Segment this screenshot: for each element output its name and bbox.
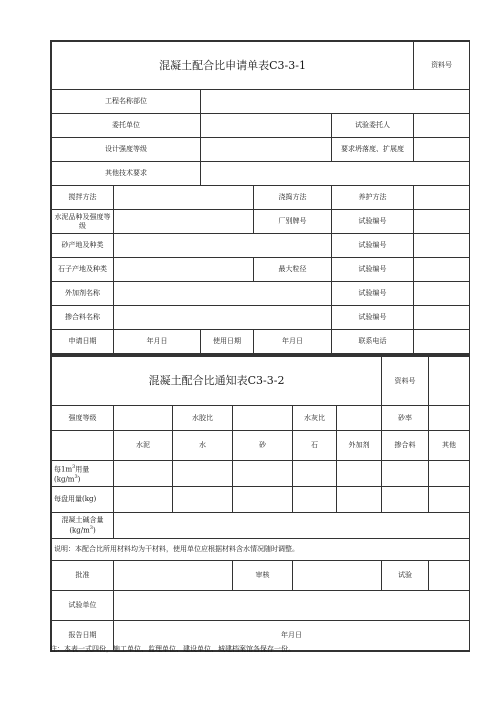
phone-value[interactable] bbox=[414, 330, 470, 354]
review-label: 审核 bbox=[233, 561, 293, 591]
mix-application-form bbox=[50, 40, 470, 355]
curing-value[interactable] bbox=[414, 186, 470, 210]
sand-value[interactable] bbox=[114, 234, 332, 258]
strength-value[interactable] bbox=[201, 138, 332, 162]
sand-ratio-value[interactable] bbox=[429, 406, 470, 431]
test-no-label: 试验编号 bbox=[332, 210, 414, 234]
factory-label: 厂别牌号 bbox=[254, 210, 332, 234]
col-cement: 水泥 bbox=[114, 431, 173, 461]
approve-value[interactable] bbox=[114, 561, 233, 591]
wc-ratio-value[interactable] bbox=[337, 406, 382, 431]
test-client-value[interactable] bbox=[414, 114, 470, 138]
col-water: 水 bbox=[173, 431, 233, 461]
test-no-value[interactable] bbox=[414, 234, 470, 258]
sand-ratio-label: 砂率 bbox=[382, 406, 429, 431]
test-unit-value[interactable] bbox=[114, 591, 470, 621]
use-date-label: 使用日期 bbox=[201, 330, 254, 354]
cell[interactable] bbox=[337, 487, 382, 513]
test-no-label: 试验编号 bbox=[332, 258, 414, 282]
client-value[interactable] bbox=[201, 114, 332, 138]
apply-date-label: 申请日期 bbox=[52, 330, 114, 354]
cell[interactable] bbox=[337, 461, 382, 487]
stone-label: 石子产地及种类 bbox=[52, 258, 114, 282]
test-unit-label: 试验单位 bbox=[52, 591, 114, 621]
footnote: 注：本表一式四份，施工单位、监理单位、建设单位、城建档案馆各保存一份。 bbox=[50, 645, 295, 653]
test-no-value[interactable] bbox=[414, 282, 470, 306]
stone-value[interactable] bbox=[114, 258, 254, 282]
slump-label: 要求坍落度、扩展度 bbox=[332, 138, 414, 162]
test-no-value[interactable] bbox=[414, 306, 470, 330]
mix-method-label: 搅拌方法 bbox=[52, 186, 114, 210]
col-addition: 掺合料 bbox=[382, 431, 429, 461]
cell[interactable] bbox=[173, 487, 233, 513]
project-label: 工程名称部位 bbox=[52, 90, 201, 114]
max-size-label: 最大粒径 bbox=[254, 258, 332, 282]
cell[interactable] bbox=[293, 487, 337, 513]
sand-label: 砂产地及种类 bbox=[52, 234, 114, 258]
addition-value[interactable] bbox=[114, 306, 332, 330]
cell[interactable] bbox=[382, 461, 429, 487]
batch-usage-label: 每盘用量(kg) bbox=[52, 487, 114, 513]
cell[interactable] bbox=[233, 487, 293, 513]
curing-label: 养护方法 bbox=[332, 186, 414, 210]
wb-ratio-value[interactable] bbox=[233, 406, 293, 431]
test-no-value[interactable] bbox=[414, 258, 470, 282]
form1-title: 混凝土配合比申请单表C3-3-1 bbox=[52, 42, 414, 90]
apply-date-value[interactable]: 年月日 bbox=[114, 330, 201, 354]
addition-label: 掺合料名称 bbox=[52, 306, 114, 330]
doc-no-label: 资料号 bbox=[414, 42, 470, 90]
admixture-value[interactable] bbox=[114, 282, 332, 306]
material-header-blank bbox=[52, 431, 114, 461]
mix-method-value[interactable] bbox=[114, 186, 254, 210]
col-admixture: 外加剂 bbox=[337, 431, 382, 461]
phone-label: 联系电话 bbox=[332, 330, 414, 354]
col-other: 其他 bbox=[429, 431, 470, 461]
test-no-label: 试验编号 bbox=[332, 306, 414, 330]
cement-value[interactable] bbox=[114, 210, 254, 234]
report-date-label: 报告日期 bbox=[52, 621, 114, 651]
cement-label: 水泥品种及强度等级 bbox=[52, 210, 114, 234]
other-label: 其他技术要求 bbox=[52, 162, 201, 186]
review-value[interactable] bbox=[293, 561, 382, 591]
wc-ratio-label: 水灰比 bbox=[293, 406, 337, 431]
weight-per-m3-label: 每$1m^3$用量$(kg/m^3)$ bbox=[52, 461, 114, 487]
cell[interactable] bbox=[293, 461, 337, 487]
cell[interactable] bbox=[233, 461, 293, 487]
project-value[interactable] bbox=[201, 90, 470, 114]
cell[interactable] bbox=[114, 487, 173, 513]
cell[interactable] bbox=[114, 461, 173, 487]
cell[interactable] bbox=[429, 487, 470, 513]
cell[interactable] bbox=[173, 461, 233, 487]
alkali-value[interactable] bbox=[114, 513, 470, 539]
use-date-value[interactable]: 年月日 bbox=[254, 330, 332, 354]
report-date-value[interactable]: 年月日 bbox=[114, 621, 470, 651]
slump-value[interactable] bbox=[414, 138, 470, 162]
cell[interactable] bbox=[382, 487, 429, 513]
col-stone: 石 bbox=[293, 431, 337, 461]
explain-text: 说明：本配合比所用材料均为干材料，使用单位应根据材料含水情况随时调整。 bbox=[52, 539, 470, 561]
approve-label: 批准 bbox=[52, 561, 114, 591]
admixture-label: 外加剂名称 bbox=[52, 282, 114, 306]
test-no-value[interactable] bbox=[414, 210, 470, 234]
test-client-label: 试验委托人 bbox=[332, 114, 414, 138]
test-no-label: 试验编号 bbox=[332, 234, 414, 258]
grade-label: 强度等级 bbox=[52, 406, 114, 431]
other-value[interactable] bbox=[201, 162, 470, 186]
form2-title: 混凝土配合比通知表C3-3-2 bbox=[52, 357, 382, 406]
col-sand: 砂 bbox=[233, 431, 293, 461]
alkali-label: 混凝土碱含量 $(kg/m^3)$ bbox=[52, 513, 114, 539]
wb-ratio-label: 水胶比 bbox=[173, 406, 233, 431]
test-label: 试验 bbox=[382, 561, 429, 591]
test-value[interactable] bbox=[429, 561, 470, 591]
strength-label: 设计强度等级 bbox=[52, 138, 201, 162]
test-no-label: 试验编号 bbox=[332, 282, 414, 306]
doc-no-label: 资料号 bbox=[382, 357, 429, 406]
grade-value[interactable] bbox=[114, 406, 173, 431]
doc-no-value[interactable] bbox=[429, 357, 470, 406]
client-label: 委托单位 bbox=[52, 114, 201, 138]
cell[interactable] bbox=[429, 461, 470, 487]
mix-notice-form bbox=[50, 355, 470, 652]
pour-method-label: 浇捣方法 bbox=[254, 186, 332, 210]
